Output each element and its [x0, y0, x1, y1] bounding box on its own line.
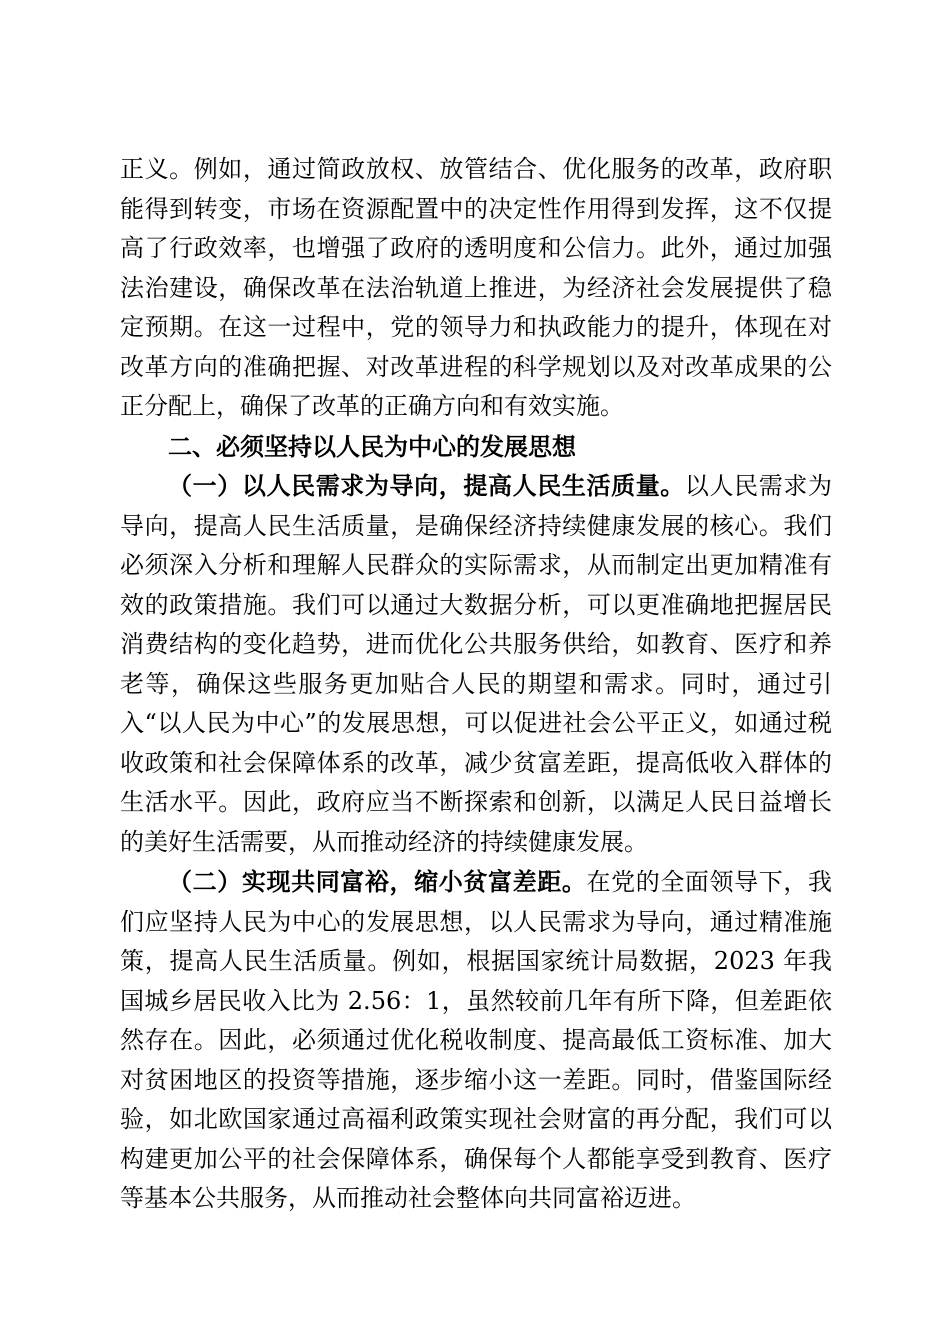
paragraph-common-prosperity — [120, 862, 832, 1219]
document-page — [120, 150, 832, 1219]
subheading-people-needs: （一）以人民需求为导向，提高人民生活质量。 — [168, 471, 685, 500]
paragraph-people-needs-body: 以人民需求为导向，提高人民生活质量，是确保经济持续健康发展的核心。我们必须深入分析和理解人民群众的实际需求，从而制定出更加精准有效的政策措施。我们可以通过大数据分析，可以更准确地把握居民消费结构的变化趋势，进而优化公共服务供给，如教育、医疗和养老等，确保这些服务更加贴合人民的期望和需求。同时，通过引入“以人民为中心”的发展思想，可以促进社会公平正义，如通过税收政策和社会保障体系的改革，减少贫富差距，提高低收入群体的生活水平。因此，政府应当不断探索和创新，以满足人民日益增长的美好生活需要，从而推动经济的持续健康发展。 — [120, 472, 832, 856]
paragraph-people-needs — [120, 466, 832, 862]
paragraph-common-prosperity-body: 在党的全面领导下，我们应坚持人民为中心的发展思想，以人民需求为导向，通过精准施策，提高人民生活质量。例如，根据国家统计局数据，2023 年我国城乡居民收入比为 2.56：1，虽然较前几年有所下降，但差距依然存在。因此，必须通过优化税收制度、提高最低工资标准、加大对贫困地区的投资等措施，逐步缩小这一差距。同时，借鉴国际经验，如北欧国家通过高福利政策实现社会财富的再分配，我们可以构建更加公平的社会保障体系，确保每个人都能享受到教育、医疗等基本公共服务，从而推动社会整体向共同富裕迈进。 — [120, 868, 833, 1212]
section-heading-people-centered: 二、必须坚持以人民为中心的发展思想 — [168, 431, 576, 461]
paragraph-reform-continued: 正义。例如，通过简政放权、放管结合、优化服务的改革，政府职能得到转变，市场在资源配置中的决定性作用得到发挥，这不仅提高了行政效率，也增强了政府的透明度和公信力。此外，通过加强法治建设，确保改革在法治轨道上推进，为经济社会发展提供了稳定预期。在这一过程中，党的领导力和执政能力的提升，体现在对改革方向的准确把握、对改革进程的科学规划以及对改革成果的公正分配上，确保了改革的正确方向和有效实施。 — [120, 155, 832, 420]
subheading-common-prosperity: （二）实现共同富裕，缩小贫富差距。 — [168, 867, 587, 896]
